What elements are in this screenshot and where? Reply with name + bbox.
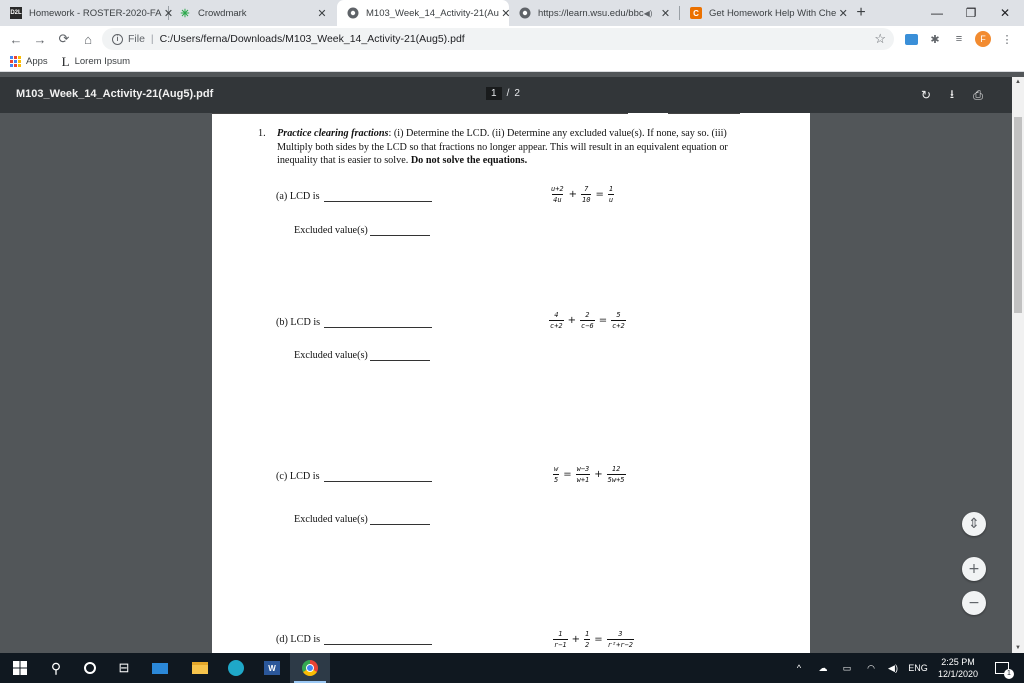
pdf-toolbar [0,77,1012,113]
excluded-label: Excluded value(s) [294,350,368,361]
plus-icon: + [968,561,980,577]
bookmarks-bar [0,52,1024,72]
operator: = [598,315,608,326]
fit-to-page-button[interactable] [962,512,986,536]
close-icon[interactable]: ✕ [660,7,671,20]
numerator: 1 [608,185,614,193]
tab-title: Get Homework Help With Che [709,7,837,19]
numerator: u+2 [551,185,564,193]
part-b-lcd [276,317,432,328]
chrome-icon [302,660,318,676]
numerator: 1 [585,630,590,638]
equation-d [552,630,635,649]
lcd-label: (b) LCD is [276,317,321,328]
start-button[interactable] [0,653,40,683]
avatar[interactable] [974,30,992,48]
windows-icon [13,661,27,675]
globe-icon [519,7,531,19]
equation-b [548,311,627,330]
answer-blank [324,318,432,328]
notifications-button[interactable] [990,653,1014,683]
operator: + [567,315,577,326]
rotate-icon[interactable]: ↻ [920,88,932,102]
denominator: r−1 [554,641,567,649]
task-view-icon: ⊟ [118,660,130,675]
fraction [576,465,591,484]
part-d-lcd [276,634,432,645]
page-number-input[interactable]: 1 [486,87,502,100]
scheme-label: File [128,33,145,45]
forward-button[interactable] [28,27,52,51]
excluded-label: Excluded value(s) [294,514,368,525]
equation-c [552,465,627,484]
browser-toolbar [0,26,1024,52]
mail-app[interactable] [140,653,180,683]
denominator: 5w+5 [607,476,625,484]
notification-icon [995,662,1011,677]
minus-icon: − [968,595,980,611]
mail-icon [152,663,168,674]
answer-blank [370,351,430,361]
url-text: C:/Users/ferna/Downloads/M103_Week_14_Activity-21(Aug5).pdf [159,33,465,45]
circle-icon [84,662,96,674]
notification-count: 1 [1004,669,1014,679]
reading-list-icon[interactable]: ≡ [955,33,963,45]
clock-date: 12/1/2020 [937,669,979,679]
bookmark-label: Apps [26,56,48,67]
fraction [553,630,568,649]
word-icon: W [264,661,280,675]
crowdmark-icon: ✳ [180,7,190,20]
lcd-label: (d) LCD is [276,634,321,645]
denominator: 4u [553,196,562,204]
part-c-lcd [276,471,432,482]
operator: = [594,634,603,645]
denominator: 10 [582,196,591,204]
back-button[interactable] [4,27,28,51]
close-icon[interactable]: ✕ [838,7,848,20]
fraction [584,630,590,649]
operator: + [568,189,578,200]
numerator: w−3 [576,465,590,473]
operator: = [595,189,604,200]
scrollbar-thumb[interactable] [1014,117,1022,313]
tab-pdf-active[interactable] [337,0,509,26]
reload-button[interactable] [52,27,76,51]
fraction [607,465,626,484]
tab-chegg[interactable] [680,0,848,26]
tab-title: Crowdmark [198,7,247,19]
scroll-down-icon[interactable]: ▼ [1015,645,1021,651]
denominator: c+2 [612,322,625,330]
tab-title: Homework - ROSTER-2020-FA [29,7,162,19]
part-c-excluded [294,514,430,525]
part-a-lcd [276,191,432,202]
numerator: 3 [618,630,623,638]
divider [212,113,628,114]
restore-button[interactable]: ❐ [965,6,977,20]
denominator: r²+r−2 [607,641,633,649]
chevron-up-icon[interactable]: ^ [796,663,802,673]
edge-icon [228,660,244,676]
close-icon[interactable]: ✕ [163,7,174,20]
new-tab-button[interactable]: + [856,4,866,21]
equation-a [549,185,615,204]
pdf-viewer[interactable] [0,113,1012,653]
fraction [581,185,591,204]
fraction [580,311,595,330]
pdf-title: M103_Week_14_Activity-21(Aug5).pdf [16,88,214,100]
lorem-icon: L [61,53,70,69]
puzzle-icon[interactable]: ✱ [930,33,940,46]
question-instructions [258,127,748,168]
operator: + [571,634,581,645]
bookmark-apps[interactable] [10,56,48,67]
wifi-icon[interactable]: ◠ [867,662,875,673]
home-icon: ⌂ [84,31,92,47]
address-bar[interactable] [102,28,894,50]
globe-icon [347,7,359,19]
arrow-left-icon: ← [9,31,23,47]
total-pages: 2 [514,88,520,99]
scroll-up-icon[interactable]: ▲ [1015,79,1021,85]
fraction [608,185,614,204]
denominator: 5 [554,476,559,484]
answer-blank [324,472,432,482]
word-app[interactable] [252,653,292,683]
denominator: w+1 [576,476,590,484]
denominator: u [608,196,614,204]
fraction [550,185,565,204]
chrome-app[interactable] [290,653,330,683]
divider: | [150,33,154,45]
bookmark-label: Lorem Ipsum [74,56,131,67]
language-indicator[interactable]: ENG [908,663,928,673]
extension-icon[interactable] [902,30,920,48]
windows-taskbar [0,653,1024,683]
denominator: c+2 [550,322,563,330]
search-icon: ⚲ [50,659,62,676]
reload-icon: ⟳ [58,31,70,46]
answer-blank [324,192,432,202]
clock-time: 2:25 PM [941,657,975,667]
download-icon[interactable]: ⭳ [949,86,955,101]
page-separator: / [506,88,510,99]
d2l-icon: D2L [10,7,22,19]
vertical-scrollbar[interactable] [1012,77,1024,653]
numerator: w [554,465,559,473]
zoom-out-button[interactable] [962,591,986,615]
tab-crowdmark[interactable] [169,0,337,26]
fraction [549,311,564,330]
numerator: 7 [584,185,589,193]
apps-icon [10,56,21,67]
file-explorer-app[interactable] [180,653,220,683]
volume-icon[interactable]: ◀) [888,662,898,673]
lcd-label: (a) LCD is [276,191,320,202]
operator: + [594,469,603,480]
fit-icon: ⇕ [968,516,980,532]
denominator: c−6 [581,322,594,330]
answer-blank [370,515,430,525]
question-number: 1. [258,128,266,139]
divider [668,113,740,114]
part-b-excluded [294,350,430,361]
operator: = [563,469,572,480]
tab-title: https://learn.wsu.edu/bbc [538,7,644,19]
minimize-button[interactable]: — [931,6,943,20]
info-icon[interactable]: i [112,34,123,45]
tab-title: M103_Week_14_Activity-21(Au [366,7,499,19]
excluded-label: Excluded value(s) [294,225,368,236]
question-bold: Do not solve the equations. [410,155,528,166]
close-icon[interactable]: ✕ [501,7,511,20]
chegg-icon: C [690,7,702,19]
question-title: Practice clearing fractions [277,128,389,139]
answer-blank [324,635,432,645]
arrow-right-icon: → [33,31,47,47]
denominator: 2 [585,641,590,649]
menu-icon[interactable]: ⋮ [1001,33,1013,46]
speaker-icon[interactable]: ◀) [643,8,653,18]
profile-initial: F [975,31,991,47]
folder-icon [192,662,208,674]
numerator: 12 [611,465,621,473]
tab-learn-wsu[interactable] [509,0,679,26]
part-a-excluded [294,225,430,236]
zoom-in-button[interactable] [962,557,986,581]
numerator: 4 [554,311,559,319]
tab-homework-roster[interactable] [0,0,174,26]
tab-strip [0,0,1024,26]
task-view-button[interactable] [104,653,144,683]
home-button[interactable] [76,27,100,51]
battery-icon[interactable]: ▭ [842,662,852,673]
close-window-button[interactable]: ✕ [999,6,1011,20]
print-icon[interactable]: ⎙ [973,87,983,102]
close-icon[interactable]: ✕ [317,7,327,20]
system-clock[interactable] [930,656,986,680]
star-icon[interactable]: ☆ [874,31,886,46]
fraction [553,465,559,484]
onedrive-icon[interactable]: ☁ [818,662,828,673]
lcd-label: (c) LCD is [276,471,320,482]
page-indicator [486,87,520,100]
edge-app[interactable] [216,653,256,683]
fraction [607,630,634,649]
numerator: 2 [585,311,590,319]
question-text: : (i) Determine the LCD. (ii) Determine any excluded value(s). If none, say so. (iii) Multiply both sides by the LCD so that fractions no longer appear. This will result in an equivalent equation or inequality that is easier to solve. [277,128,728,166]
numerator: 1 [558,630,563,638]
pdf-page [212,113,810,673]
numerator: 5 [616,311,621,319]
fraction [611,311,626,330]
bookmark-lorem-ipsum[interactable] [62,54,130,70]
answer-blank [370,226,430,236]
